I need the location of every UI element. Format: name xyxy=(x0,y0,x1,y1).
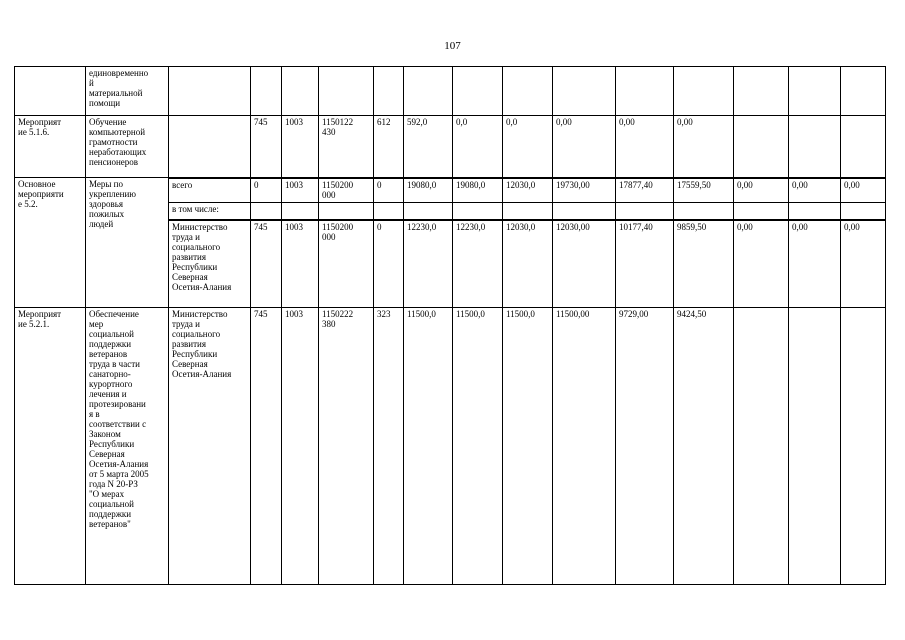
cell-value: 19080,0 xyxy=(404,178,453,203)
cell-value xyxy=(734,308,789,585)
cell-value xyxy=(841,308,886,585)
cell-value: 12030,0 xyxy=(503,220,553,308)
cell-value: 592,0 xyxy=(404,116,453,178)
cell-value xyxy=(503,203,553,220)
cell-value xyxy=(841,116,886,178)
cell-executor: в том числе: xyxy=(169,203,251,220)
cell-measure-name: единовременно й материальной помощи xyxy=(86,67,169,116)
cell-value xyxy=(789,67,841,116)
cell-expense-type: 612 xyxy=(374,116,404,178)
cell-value: 12230,0 xyxy=(404,220,453,308)
table-row xyxy=(15,308,886,585)
cell-value: 11500,0 xyxy=(503,308,553,585)
cell-expense-type xyxy=(374,67,404,116)
cell-ministry-code: 745 xyxy=(251,220,282,308)
cell-measure-name: Меры по укреплению здоровья пожилых людей xyxy=(86,178,169,308)
cell-value: 17559,50 xyxy=(674,178,734,203)
cell-value xyxy=(789,308,841,585)
cell-target-code xyxy=(319,67,374,116)
cell-event-name: Мероприят ие 5.2.1. xyxy=(15,308,86,585)
budget-table xyxy=(14,66,886,585)
cell-value: 9859,50 xyxy=(674,220,734,308)
cell-target-code xyxy=(319,203,374,220)
cell-value: 0,00 xyxy=(841,178,886,203)
cell-measure-name: Обеспечение мер социальной поддержки ветеранов труда в части санаторно- курортного лечения и протезировани я в соответствии с Законом Республики Северная Осетия-Алания от 5 марта 2005 года N 20-РЗ "О мерах социальной поддержки ветеранов" xyxy=(86,308,169,585)
cell-value xyxy=(503,67,553,116)
cell-value xyxy=(453,203,503,220)
cell-value: 10177,40 xyxy=(616,220,674,308)
cell-executor xyxy=(169,67,251,116)
cell-measure-name: Обучение компьютерной грамотности неработающих пенсионеров xyxy=(86,116,169,178)
cell-ministry-code: 745 xyxy=(251,116,282,178)
cell-section-code: 1003 xyxy=(282,220,319,308)
cell-value xyxy=(553,67,616,116)
cell-value xyxy=(404,67,453,116)
page-number: 107 xyxy=(444,40,461,52)
cell-value: 11500,0 xyxy=(453,308,503,585)
cell-expense-type xyxy=(374,203,404,220)
cell-section-code xyxy=(282,203,319,220)
cell-value xyxy=(674,67,734,116)
table-row xyxy=(15,116,886,178)
cell-ministry-code: 745 xyxy=(251,308,282,585)
cell-target-code: 1150200 000 xyxy=(319,220,374,308)
cell-target-code: 1150222 380 xyxy=(319,308,374,585)
cell-value: 11500,0 xyxy=(404,308,453,585)
cell-section-code: 1003 xyxy=(282,178,319,203)
cell-executor: всего xyxy=(169,178,251,203)
cell-value xyxy=(553,203,616,220)
cell-value: 0,00 xyxy=(841,220,886,308)
cell-value: 12230,0 xyxy=(453,220,503,308)
table-row xyxy=(15,67,886,116)
cell-value xyxy=(734,67,789,116)
cell-value: 0,00 xyxy=(789,220,841,308)
cell-value: 17877,40 xyxy=(616,178,674,203)
table-row xyxy=(15,178,886,203)
cell-event-name: Основное мероприяти е 5.2. xyxy=(15,178,86,308)
cell-value xyxy=(734,203,789,220)
cell-section-code: 1003 xyxy=(282,308,319,585)
cell-expense-type: 0 xyxy=(374,178,404,203)
cell-value xyxy=(616,203,674,220)
cell-ministry-code xyxy=(251,67,282,116)
cell-executor xyxy=(169,116,251,178)
cell-value xyxy=(789,203,841,220)
cell-value: 0,00 xyxy=(734,178,789,203)
cell-value: 19080,0 xyxy=(453,178,503,203)
cell-value: 0,00 xyxy=(553,116,616,178)
cell-value xyxy=(841,67,886,116)
cell-ministry-code: 0 xyxy=(251,178,282,203)
cell-value: 12030,0 xyxy=(503,178,553,203)
cell-value: 11500,00 xyxy=(553,308,616,585)
cell-value: 0,00 xyxy=(616,116,674,178)
cell-value: 0,00 xyxy=(789,178,841,203)
cell-value: 12030,00 xyxy=(553,220,616,308)
cell-expense-type: 323 xyxy=(374,308,404,585)
cell-value xyxy=(789,116,841,178)
cell-executor: Министерство труда и социального развития Республики Северная Осетия-Алания xyxy=(169,220,251,308)
cell-event-name: Мероприят ие 5.1.6. xyxy=(15,116,86,178)
cell-ministry-code xyxy=(251,203,282,220)
cell-value xyxy=(616,67,674,116)
cell-value: 19730,00 xyxy=(553,178,616,203)
cell-event-name xyxy=(15,67,86,116)
cell-value: 0,0 xyxy=(453,116,503,178)
cell-value: 0,00 xyxy=(734,220,789,308)
cell-value xyxy=(674,203,734,220)
cell-section-code xyxy=(282,67,319,116)
cell-executor: Министерство труда и социального развития Республики Северная Осетия-Алания xyxy=(169,308,251,585)
cell-target-code: 1150200 000 xyxy=(319,178,374,203)
cell-value: 0,0 xyxy=(503,116,553,178)
cell-value: 9424,50 xyxy=(674,308,734,585)
cell-target-code: 1150122 430 xyxy=(319,116,374,178)
cell-value xyxy=(841,203,886,220)
cell-value xyxy=(404,203,453,220)
cell-expense-type: 0 xyxy=(374,220,404,308)
cell-value: 9729,00 xyxy=(616,308,674,585)
cell-value xyxy=(734,116,789,178)
cell-value: 0,00 xyxy=(674,116,734,178)
cell-value xyxy=(453,67,503,116)
cell-section-code: 1003 xyxy=(282,116,319,178)
